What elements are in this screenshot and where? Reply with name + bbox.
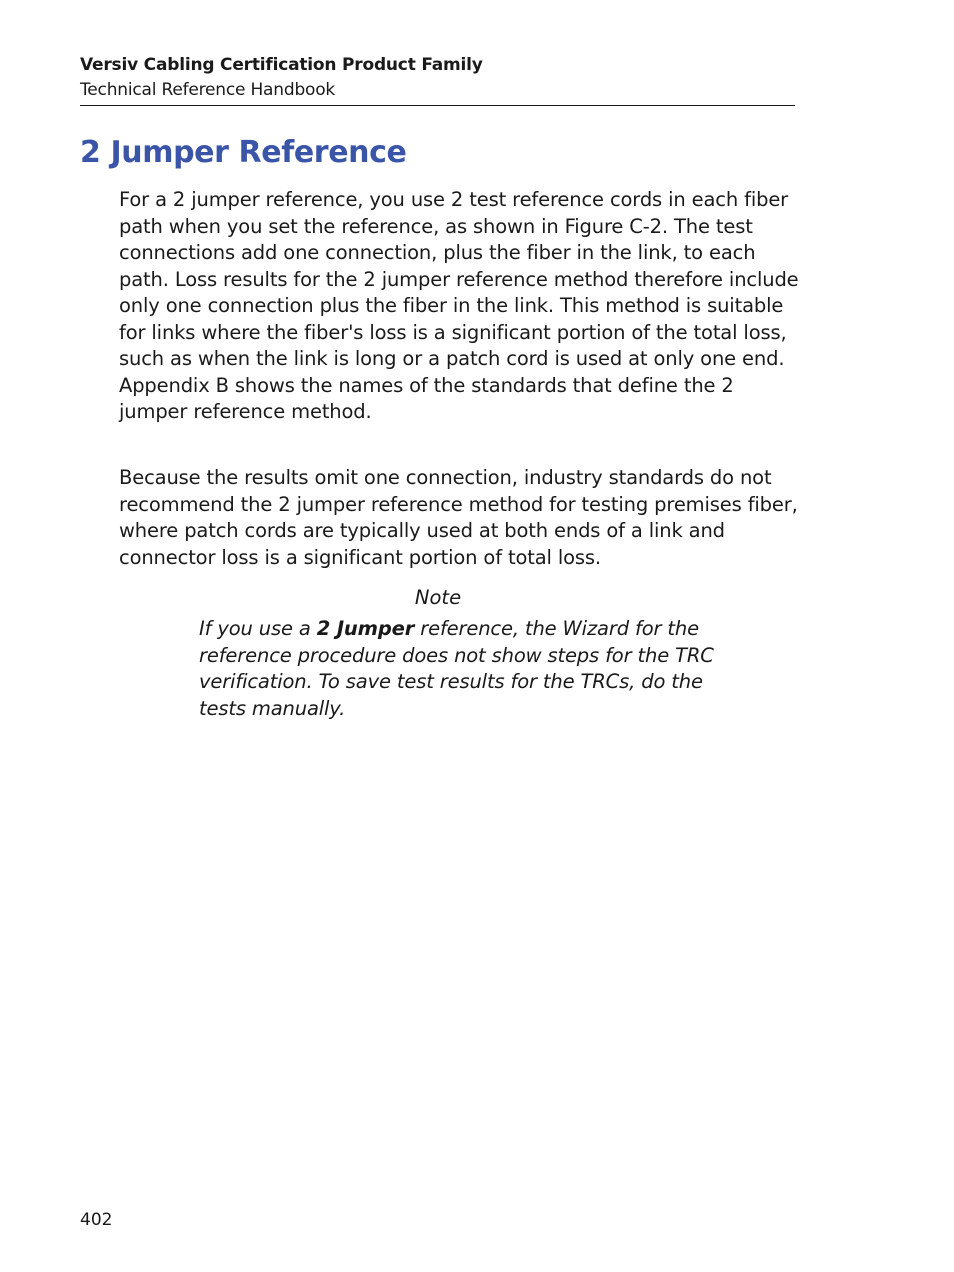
note-text-after: reference, the Wizard for the reference procedure does not show steps for the TRC verification. To save test results for the TRCs, do the tests manually. — [199, 617, 714, 720]
note-emphasis: 2 Jumper — [316, 617, 415, 640]
note-text — [199, 616, 714, 722]
header-book-title: Technical Reference Handbook — [80, 80, 336, 100]
body-paragraph-1: For a 2 jumper reference, you use 2 test reference cords in each fiber path when you set the reference, as shown in Figure C-2. The test connections add one connection, plus the fiber in the link, to each path. Loss results for the 2 jumper reference method therefore include only one connection plus the fiber in the link. This method is suitable for links where the fiber's loss is a significant portion of the total loss, such as when the link is long or a patch cord is used at only one end. Appendix B shows the names of the standards that define the 2 jumper reference method. — [119, 188, 799, 423]
body-paragraph-2: Because the results omit one connection, industry standards do not recommend the 2 jumper reference method for testing premises fiber, where patch cords are typically used at both ends of a link and connector loss is a significant portion of total loss. — [119, 466, 798, 569]
running-header — [80, 53, 795, 106]
header-product-title: Versiv Cabling Certification Product Family — [80, 55, 483, 75]
note-text-before: If you use a — [199, 617, 317, 640]
section-title: 2 Jumper Reference — [80, 135, 407, 170]
page-number: 402 — [80, 1210, 113, 1230]
note-label: Note — [414, 586, 462, 609]
